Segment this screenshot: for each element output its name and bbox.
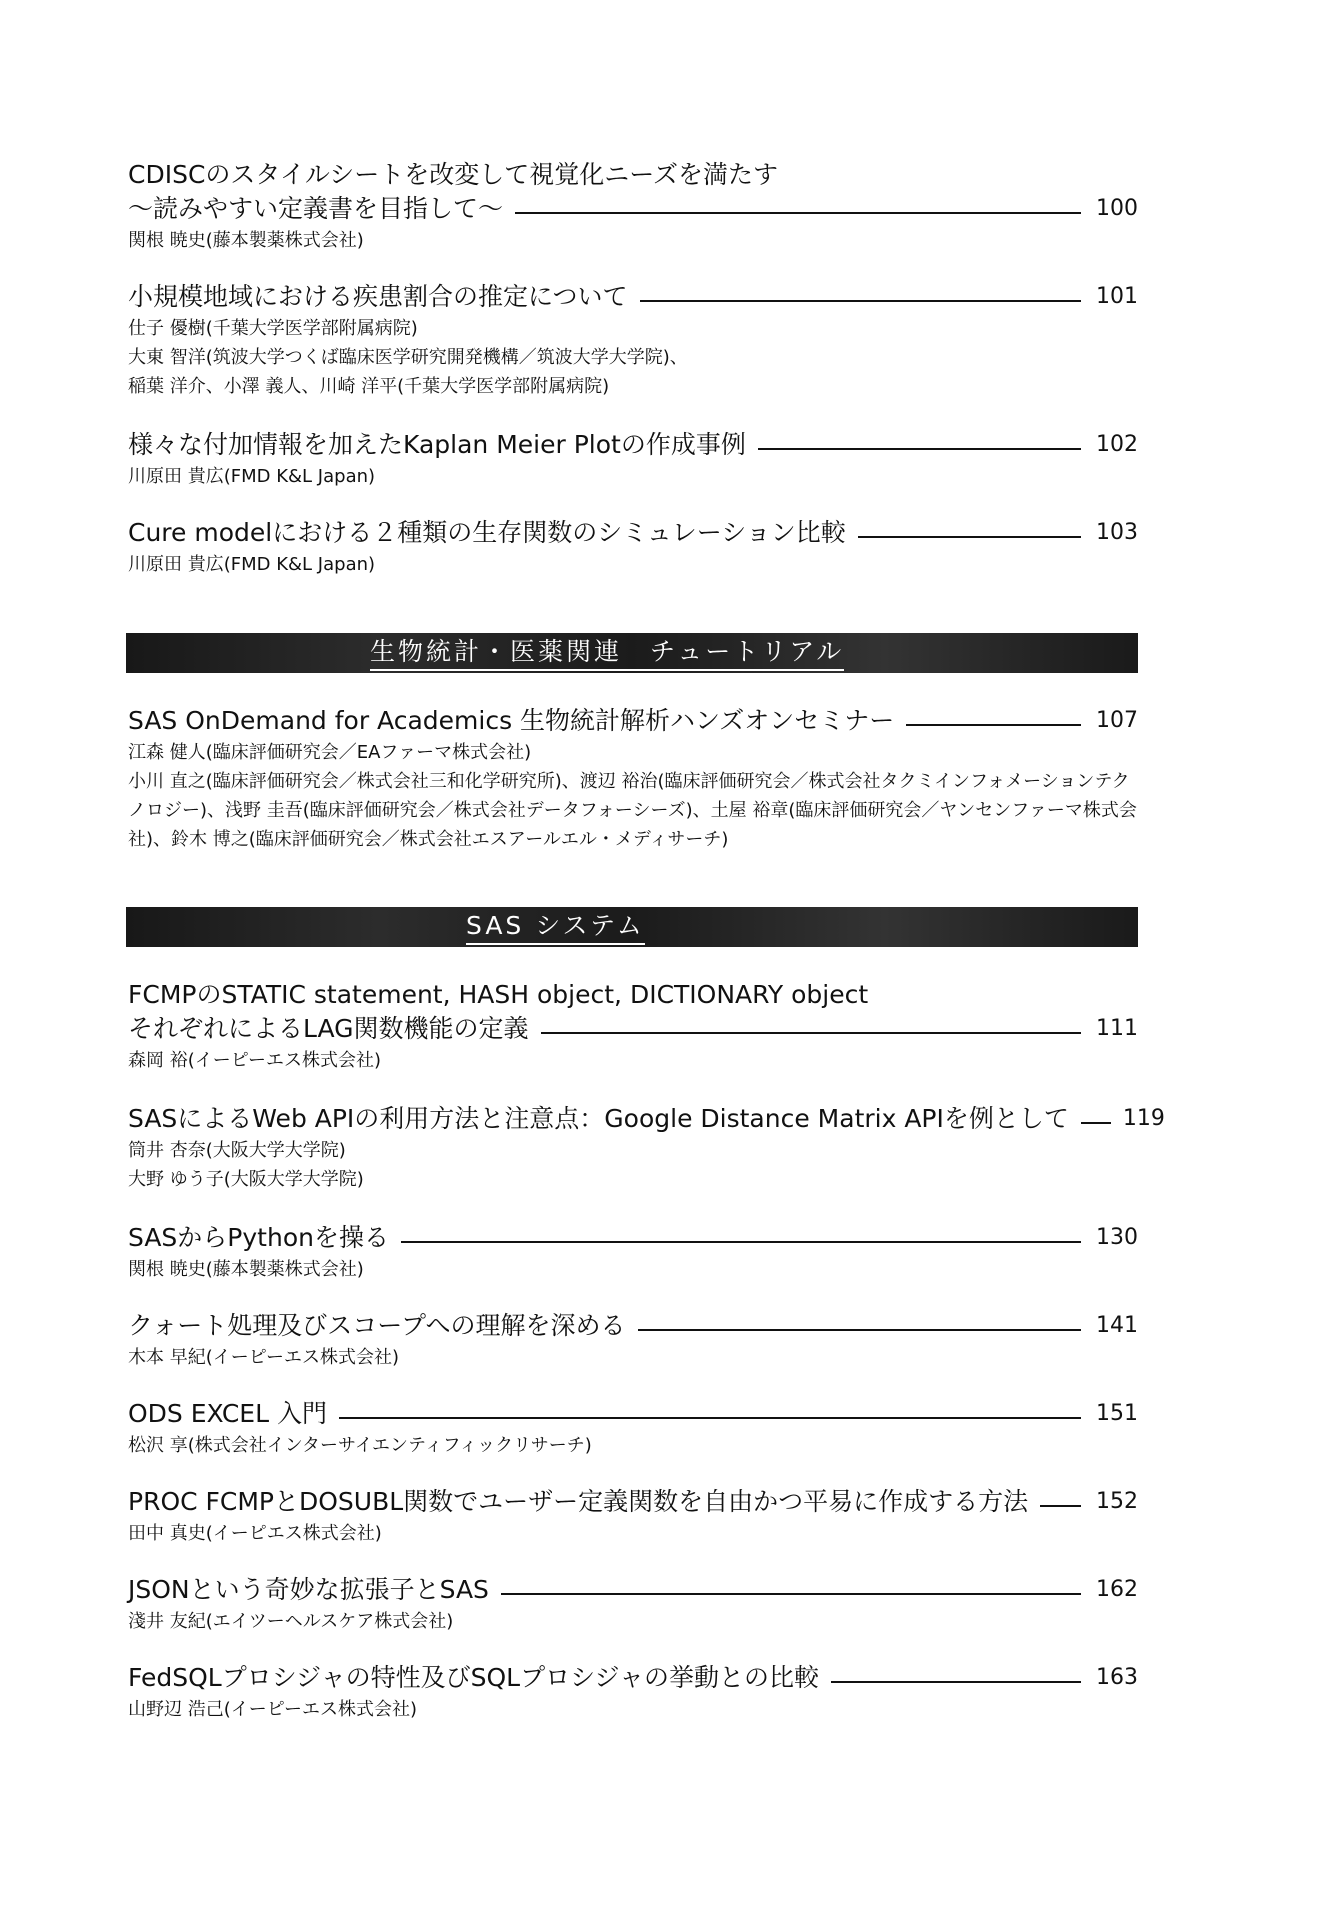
entry-title-line: FCMPのSTATIC statement, HASH object, DICTIONARY object [128, 980, 869, 1009]
page-number: 103 [1096, 520, 1138, 545]
toc-entry[interactable] [128, 158, 1138, 255]
page-number: 119 [1122, 1106, 1165, 1131]
entry-author: 大東 智洋(筑波大学つくば臨床医学研究開発機構／筑波大学大学院)、 [128, 347, 688, 368]
entry-author: 大野 ゆう子(大阪大学大学院) [128, 1169, 364, 1190]
entry-title: FedSQLプロシジャの特性及びSQLプロシジャの挙動との比較 [128, 1663, 819, 1692]
leader-line [541, 1032, 1081, 1034]
toc-entry[interactable] [128, 1485, 1138, 1548]
entry-author: 木本 早紀(イーピーエス株式会社) [128, 1347, 400, 1368]
page-number: 152 [1096, 1489, 1138, 1514]
page-number: 111 [1096, 1016, 1138, 1041]
entry-author: 川原田 貴広(FMD K&L Japan) [128, 466, 376, 487]
toc-entry[interactable] [128, 1397, 1138, 1460]
toc-entry[interactable] [128, 1573, 1138, 1636]
page-number: 102 [1096, 432, 1138, 457]
entry-author: 江森 健人(臨床評価研究会／EAファーマ株式会社) [128, 742, 532, 763]
entry-author: 関根 暁史(藤本製薬株式会社) [128, 230, 364, 251]
section-header [126, 633, 1138, 673]
entry-title: 様々な付加情報を加えたKaplan Meier Plotの作成事例 [128, 430, 746, 459]
toc-entry[interactable] [128, 1661, 1138, 1724]
entry-coauthors: 小川 直之(臨床評価研究会／株式会社三和化学研究所)、渡辺 裕治(臨床評価研究会／株式会社タクミインフォメーションテクノロジー)、浅野 圭吾(臨床評価研究会／株式会社データフォーシーズ)、土屋 裕章(臨床評価研究会／ヤンセンファーマ株式会社)、鈴木 博之(臨床評価研究会／株式会社エスアールエル・メディサーチ) [128, 771, 1137, 850]
entry-title: Cure modelにおける２種類の生存関数のシミュレーション比較 [128, 518, 846, 547]
entry-author: 関根 暁史(藤本製薬株式会社) [128, 1259, 364, 1280]
page-number: 107 [1096, 708, 1138, 733]
toc-entry[interactable] [128, 428, 1138, 491]
entry-title: それぞれによるLAG関数機能の定義 [128, 1014, 529, 1043]
toc-entry[interactable] [128, 1102, 1165, 1194]
entry-author: 淺井 友紀(エイツーヘルスケア株式会社) [128, 1611, 454, 1632]
section-title: 生物統計・医薬関連 チュートリアル [370, 635, 844, 671]
leader-line [501, 1593, 1081, 1595]
leader-line [758, 448, 1081, 450]
section-header [126, 907, 1138, 947]
toc-entry[interactable] [128, 704, 1138, 854]
entry-author: 稲葉 洋介、小澤 義人、川崎 洋平(千葉大学医学部附属病院) [128, 376, 610, 397]
section-title: SAS システム [466, 909, 645, 945]
leader-line [1040, 1505, 1081, 1507]
leader-line [906, 724, 1081, 726]
entry-author: 田中 真史(イーピエス株式会社) [128, 1523, 382, 1544]
entry-author: 森岡 裕(イーピーエス株式会社) [128, 1050, 382, 1071]
toc-entry[interactable] [128, 1309, 1138, 1372]
toc-entry[interactable] [128, 280, 1138, 401]
leader-line [515, 212, 1081, 214]
page-number: 151 [1096, 1401, 1138, 1426]
page-number: 100 [1096, 196, 1138, 221]
toc-entry[interactable] [128, 516, 1138, 579]
leader-line [831, 1681, 1081, 1683]
toc-entry[interactable] [128, 978, 1138, 1075]
entry-title: ～読みやすい定義書を目指して～ [128, 194, 504, 223]
entry-title: SASからPythonを操る [128, 1223, 389, 1252]
leader-line [858, 536, 1081, 538]
entry-author: 川原田 貴広(FMD K&L Japan) [128, 554, 376, 575]
entry-author: 山野辺 浩己(イーピーエス株式会社) [128, 1699, 418, 1720]
entry-author: 筒井 杏奈(大阪大学大学院) [128, 1140, 346, 1161]
entry-title: ODS EXCEL 入門 [128, 1399, 327, 1428]
toc-entry[interactable] [128, 1221, 1138, 1284]
entry-title: クォート処理及びスコープへの理解を深める [128, 1311, 626, 1340]
page-number: 163 [1096, 1665, 1138, 1690]
entry-author: 仕子 優樹(千葉大学医学部附属病院) [128, 318, 418, 339]
leader-line [401, 1241, 1081, 1243]
entry-title: SAS OnDemand for Academics 生物統計解析ハンズオンセミナー [128, 706, 895, 735]
page-number: 141 [1096, 1313, 1138, 1338]
entry-author: 松沢 享(株式会社インターサイエンティフィックリサーチ) [128, 1435, 592, 1456]
page-number: 130 [1096, 1225, 1138, 1250]
entry-title-line: CDISCのスタイルシートを改変して視覚化ニーズを満たす [128, 160, 779, 189]
page-number: 101 [1096, 284, 1138, 309]
page-number: 162 [1096, 1577, 1138, 1602]
leader-line [638, 1329, 1081, 1331]
entry-title: JSONという奇妙な拡張子とSAS [128, 1575, 489, 1604]
leader-line [640, 300, 1081, 302]
entry-title: SASによるWeb APIの利用方法と注意点：Google Distance Matrix APIを例として [128, 1104, 1069, 1133]
leader-line [1081, 1122, 1111, 1124]
leader-line [339, 1417, 1081, 1419]
entry-title: PROC FCMPとDOSUBL関数でユーザー定義関数を自由かつ平易に作成する方法 [128, 1487, 1029, 1516]
entry-title: 小規模地域における疾患割合の推定について [128, 282, 628, 311]
